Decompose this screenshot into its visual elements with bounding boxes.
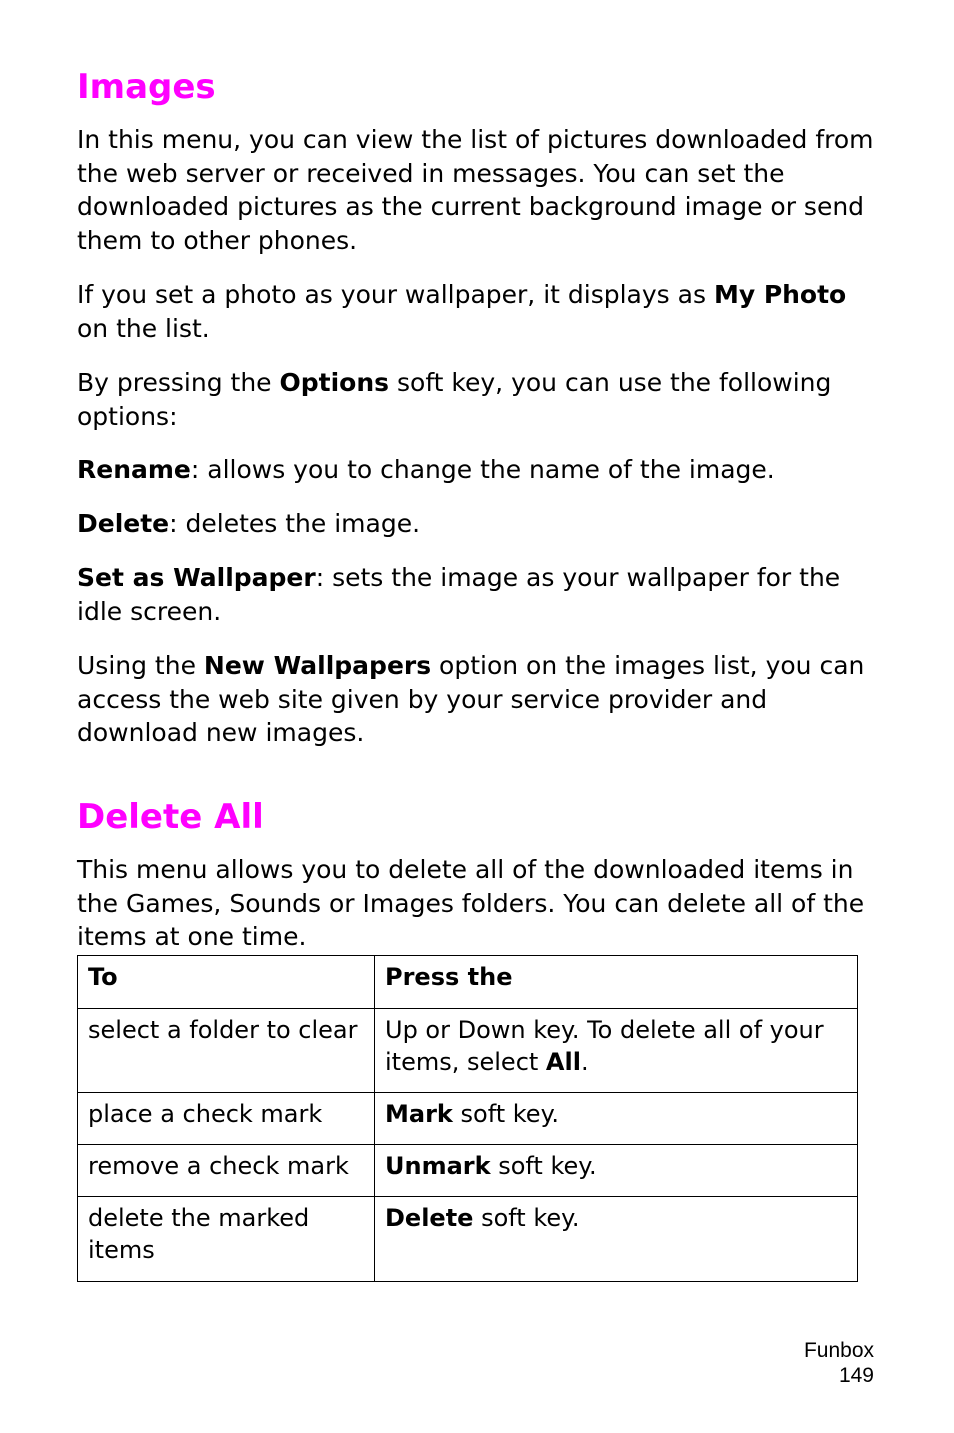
bold-term-unmark: Unmark [385,1152,491,1180]
text-run: option on the images list, you can access the web site given by your service provider and download new images. [77,651,865,747]
text-run: Up or Down key. To delete all of your items, select [385,1016,824,1076]
text-run: on the list. [77,313,210,343]
text-run: : allows you to change the name of the image. [190,455,775,484]
table-row [78,1093,858,1145]
delete-all-intro-paragraph: This menu allows you to delete all of the downloaded items in the Games, Sounds or Images folders. You can delete all of the items at one time. [77,855,865,951]
table-cell-to: delete the marked items [78,1197,375,1282]
text-run: . [580,1048,589,1076]
bold-term-rename: Rename [77,455,191,484]
images-intro-paragraph: In this menu, you can view the list of pictures downloaded from the web server or received in messages. You can set the downloaded pictures as the current background image or send them to other phones. [77,125,874,255]
new-wallpapers-paragraph [77,649,877,750]
page-footer [804,1338,874,1388]
bold-term-options: Options [279,368,390,397]
bold-term-delete: Delete [77,509,170,538]
delete-all-heading: Delete All [77,797,264,837]
table-header-cell [375,956,858,1009]
page-number: 149 [838,1364,874,1387]
text-run: soft key. [452,1100,559,1128]
table-cell-to: select a folder to clear [78,1009,375,1093]
text-run: : deletes the image. [169,509,421,538]
bold-term-set-as-wallpaper: Set as Wallpaper [77,563,316,592]
delete-option-paragraph [77,507,877,541]
text-run: soft key, you can use the following options: [77,368,832,431]
wallpaper-option-paragraph [77,561,877,628]
table-cell-press [375,1009,858,1093]
text-run: : sets the image as your wallpaper for the idle screen. [77,563,841,626]
text-run: Using the [77,651,204,680]
text-run: soft key. [473,1204,580,1232]
table-cell-press [375,1197,858,1282]
table-row [78,1009,858,1093]
table-header-row [78,956,858,1009]
table-row [78,1145,858,1197]
header-press-the: Press the [385,963,513,991]
delete-all-table [77,955,858,1282]
header-to: To [88,963,118,991]
options-paragraph [77,366,877,433]
table-cell-press [375,1145,858,1197]
table-cell-to: remove a check mark [78,1145,375,1197]
table-cell-to: place a check mark [78,1093,375,1145]
images-heading: Images [77,67,216,107]
table-row [78,1197,858,1282]
bold-term-delete-key: Delete [385,1204,474,1232]
bold-term-all: All [545,1048,581,1076]
footer-section-name: Funbox [803,1339,874,1362]
bold-term-mark: Mark [385,1100,453,1128]
bold-term-my-photo: My Photo [713,280,847,309]
table-header-cell [78,956,375,1009]
rename-option-paragraph [77,453,877,487]
text-run: By pressing the [77,368,280,397]
table-cell-press [375,1093,858,1145]
bold-term-new-wallpapers: New Wallpapers [203,651,432,680]
text-run: soft key. [490,1152,597,1180]
text-run: If you set a photo as your wallpaper, it displays as [77,280,714,309]
my-photo-paragraph [77,278,877,345]
